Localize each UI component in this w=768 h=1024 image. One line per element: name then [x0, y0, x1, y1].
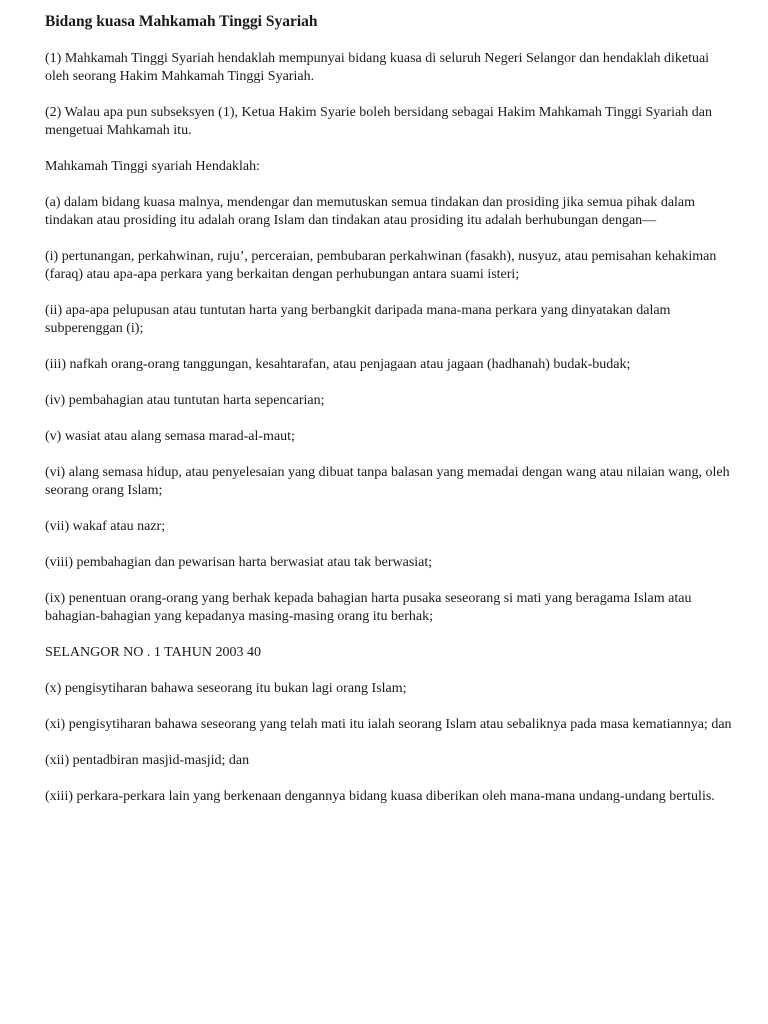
list-item-vii: (vii) wakaf atau nazr; — [45, 519, 166, 534]
document-title: Bidang kuasa Mahkamah Tinggi Syariah — [45, 13, 318, 30]
list-item-v: (v) wasiat atau alang semasa marad-al-maut; — [45, 429, 295, 444]
list-item-vi: (vi) alang semasa hidup, atau penyelesaian yang dibuat tanpa balasan yang memadai dengan wang atau nilaian wang, oleh seorang orang Islam; — [45, 465, 730, 498]
paragraph-1: (1) Mahkamah Tinggi Syariah hendaklah mempunyai bidang kuasa di seluruh Negeri Selangor dan hendaklah diketuai oleh seorang Hakim Mahkamah Tinggi Syariah. — [45, 51, 710, 84]
list-item-x: (x) pengisytiharan bahawa seseorang itu bukan lagi orang Islam; — [45, 681, 407, 696]
list-item-iii: (iii) nafkah orang-orang tanggungan, kesahtarafan, atau penjagaan atau jagaan (hadhanah) budak-budak; — [45, 357, 631, 372]
list-item-xii: (xii) pentadbiran masjid-masjid; dan — [45, 753, 250, 768]
list-item-viii: (viii) pembahagian dan pewarisan harta berwasiat atau tak berwasiat; — [45, 555, 433, 570]
page-footer-reference: SELANGOR NO . 1 TAHUN 2003 40 — [45, 645, 262, 660]
list-item-i: (i) pertunangan, perkahwinan, ruju’, perceraian, pembubaran perkahwinan (fasakh), nusyuz, atau pemisahan kehakiman (faraq) atau apa-apa perkara yang berkaitan dengan perhubungan antara suami isteri; — [45, 249, 717, 282]
paragraph-a: (a) dalam bidang kuasa malnya, mendengar dan memutuskan semua tindakan dan prosiding jika semua pihak dalam tindakan atau prosiding itu adalah orang Islam dan tindakan atau prosiding itu adalah berhubungan dengan— — [45, 195, 696, 228]
list-item-ii: (ii) apa-apa pelupusan atau tuntutan harta yang berbangkit daripada mana-mana perkara yang dinyatakan dalam subperenggan (i); — [45, 303, 671, 336]
paragraph-2: (2) Walau apa pun subseksyen (1), Ketua Hakim Syarie boleh bersidang sebagai Hakim Mahkamah Tinggi Syariah dan mengetuai Mahkamah itu. — [45, 105, 712, 138]
list-item-ix: (ix) penentuan orang-orang yang berhak kepada bahagian harta pusaka seseorang si mati yang beragama Islam atau bahagian-bahagian yang kepadanya masing-masing orang itu berhak; — [45, 591, 692, 624]
paragraph-intro: Mahkamah Tinggi syariah Hendaklah: — [45, 159, 261, 174]
document-page — [45, 12, 735, 824]
list-item-xi: (xi) pengisytiharan bahawa seseorang yang telah mati itu ialah seorang Islam atau sebaliknya pada masa kematiannya; dan — [45, 717, 732, 732]
list-item-xiii: (xiii) perkara-perkara lain yang berkenaan dengannya bidang kuasa diberikan oleh mana-mana undang-undang bertulis. — [45, 789, 715, 804]
list-item-iv: (iv) pembahagian atau tuntutan harta sepencarian; — [45, 393, 325, 408]
